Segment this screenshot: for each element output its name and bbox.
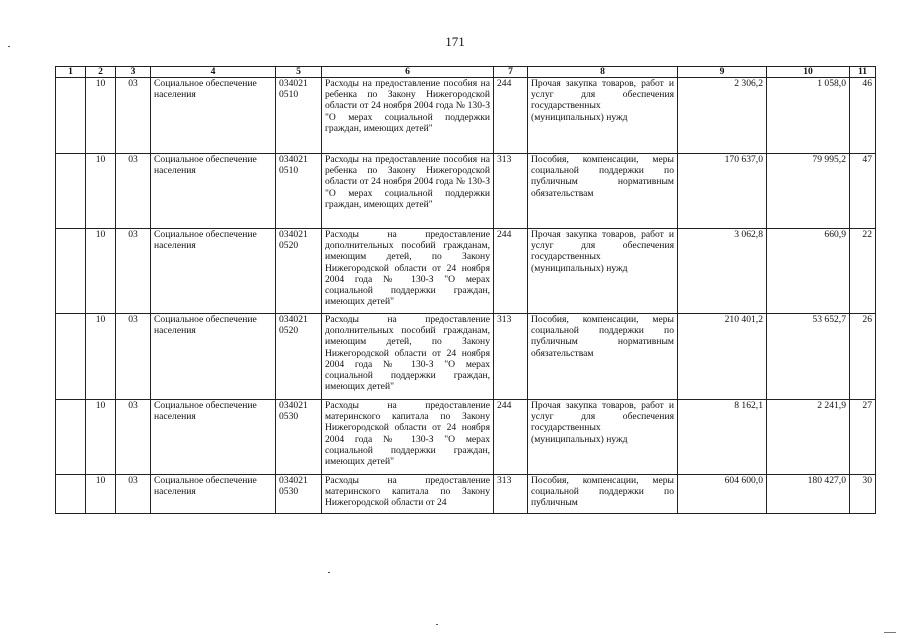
expense-description: Расходы на предоставление пособия на ребенка по Закону Нижегородской области от 24 ноября 2004 года № 130-З "О мерах социальной поддержки граждан, имеющих детей": [322, 78, 494, 154]
col-header-1: 1: [56, 67, 86, 78]
section-code: 10: [86, 314, 116, 400]
section-code: 10: [86, 400, 116, 475]
subsection-code: 03: [116, 400, 151, 475]
table-row: [56, 400, 876, 475]
scan-speck: [436, 624, 438, 625]
expense-type-name: Прочая закупка товаров, работ и услуг для обеспечения государственных (муниципальных) нужд: [528, 78, 678, 154]
subsection-code: 03: [116, 154, 151, 229]
expense-type-name: Пособия, компенсации, меры социальной поддержки по публичным: [528, 475, 678, 514]
section-name: Социальное обеспечение населения: [151, 314, 276, 400]
amount-executed: 180 427,0: [767, 475, 850, 514]
col-header-8: 8: [528, 67, 678, 78]
section-name: Социальное обеспечение населения: [151, 154, 276, 229]
subsection-code: 03: [116, 314, 151, 400]
target-article-code: 034021 0510: [276, 154, 322, 229]
percent-executed: 30: [850, 475, 876, 514]
expense-type-code: 313: [494, 314, 528, 400]
scan-speck: [328, 572, 330, 573]
amount-executed: 79 995,2: [767, 154, 850, 229]
subsection-code: 03: [116, 475, 151, 514]
page-number: 171: [445, 34, 465, 49]
expense-type-code: 244: [494, 78, 528, 154]
section-name: Социальное обеспечение населения: [151, 475, 276, 514]
col-header-3: 3: [116, 67, 151, 78]
target-article-code: 034021 0510: [276, 78, 322, 154]
section-code: 10: [86, 229, 116, 314]
expense-type-name: Прочая закупка товаров, работ и услуг для обеспечения государственных (муниципальных) нужд: [528, 400, 678, 475]
target-article-code: 034021 0520: [276, 314, 322, 400]
col-header-10: 10: [767, 67, 850, 78]
amount-planned: 210 401,2: [678, 314, 767, 400]
subsection-code: 03: [116, 229, 151, 314]
column-number-row: [56, 67, 876, 78]
section-code: 10: [86, 154, 116, 229]
expense-description: Расходы на предоставление дополнительных пособий гражданам, имеющим детей, по Закону Нижегородской области от 24 ноября 2004 года № 130-З "О мерах социальной поддержки граждан, имеющих детей": [322, 229, 494, 314]
amount-executed: 660,9: [767, 229, 850, 314]
percent-executed: 27: [850, 400, 876, 475]
col-header-5: 5: [276, 67, 322, 78]
row-col-1: [56, 78, 86, 154]
table-row: [56, 229, 876, 314]
col-header-9: 9: [678, 67, 767, 78]
amount-executed: 1 058,0: [767, 78, 850, 154]
expense-type-code: 313: [494, 475, 528, 514]
amount-executed: 53 652,7: [767, 314, 850, 400]
scan-speck: [8, 46, 10, 47]
expense-type-name: Пособия, компенсации, меры социальной поддержки по публичным нормативным обязательствам: [528, 154, 678, 229]
percent-executed: 46: [850, 78, 876, 154]
col-header-2: 2: [86, 67, 116, 78]
percent-executed: 22: [850, 229, 876, 314]
expense-type-code: 244: [494, 229, 528, 314]
expense-type-name: Пособия, компенсации, меры социальной поддержки по публичным нормативным обязательствам: [528, 314, 678, 400]
row-col-1: [56, 314, 86, 400]
budget-table: [55, 66, 876, 514]
expense-description: Расходы на предоставление дополнительных пособий гражданам, имеющим детей, по Закону Нижегородской области от 24 ноября 2004 года № 130-З "О мерах социальной поддержки граждан, имеющих детей": [322, 314, 494, 400]
amount-planned: 8 162,1: [678, 400, 767, 475]
expense-description: Расходы на предоставление материнского капитала по Закону Нижегородской области от 24 ноября 2004 года № 130-З "О мерах социальной поддержки граждан, имеющих детей": [322, 400, 494, 475]
col-header-11: 11: [850, 67, 876, 78]
table-row: [56, 314, 876, 400]
row-col-1: [56, 475, 86, 514]
amount-planned: 170 637,0: [678, 154, 767, 229]
amount-executed: 2 241,9: [767, 400, 850, 475]
section-name: Социальное обеспечение населения: [151, 229, 276, 314]
expense-description: Расходы на предоставление материнского капитала по Закону Нижегородской области от 24: [322, 475, 494, 514]
amount-planned: 2 306,2: [678, 78, 767, 154]
table-row: [56, 475, 876, 514]
table-row: [56, 154, 876, 229]
subsection-code: 03: [116, 78, 151, 154]
col-header-6: 6: [322, 67, 494, 78]
scan-speck: [884, 632, 896, 633]
section-name: Социальное обеспечение населения: [151, 78, 276, 154]
section-code: 10: [86, 475, 116, 514]
target-article-code: 034021 0530: [276, 400, 322, 475]
expense-type-code: 244: [494, 400, 528, 475]
section-code: 10: [86, 78, 116, 154]
amount-planned: 3 062,8: [678, 229, 767, 314]
expense-description: Расходы на предоставление пособия на ребенка по Закону Нижегородской области от 24 ноября 2004 года № 130-З "О мерах социальной поддержки граждан, имеющих детей": [322, 154, 494, 229]
col-header-7: 7: [494, 67, 528, 78]
expense-type-name: Прочая закупка товаров, работ и услуг для обеспечения государственных (муниципальных) нужд: [528, 229, 678, 314]
percent-executed: 26: [850, 314, 876, 400]
target-article-code: 034021 0520: [276, 229, 322, 314]
table-row: [56, 78, 876, 154]
amount-planned: 604 600,0: [678, 475, 767, 514]
row-col-1: [56, 154, 86, 229]
col-header-4: 4: [151, 67, 276, 78]
target-article-code: 034021 0530: [276, 475, 322, 514]
percent-executed: 47: [850, 154, 876, 229]
row-col-1: [56, 229, 86, 314]
row-col-1: [56, 400, 86, 475]
section-name: Социальное обеспечение населения: [151, 400, 276, 475]
expense-type-code: 313: [494, 154, 528, 229]
